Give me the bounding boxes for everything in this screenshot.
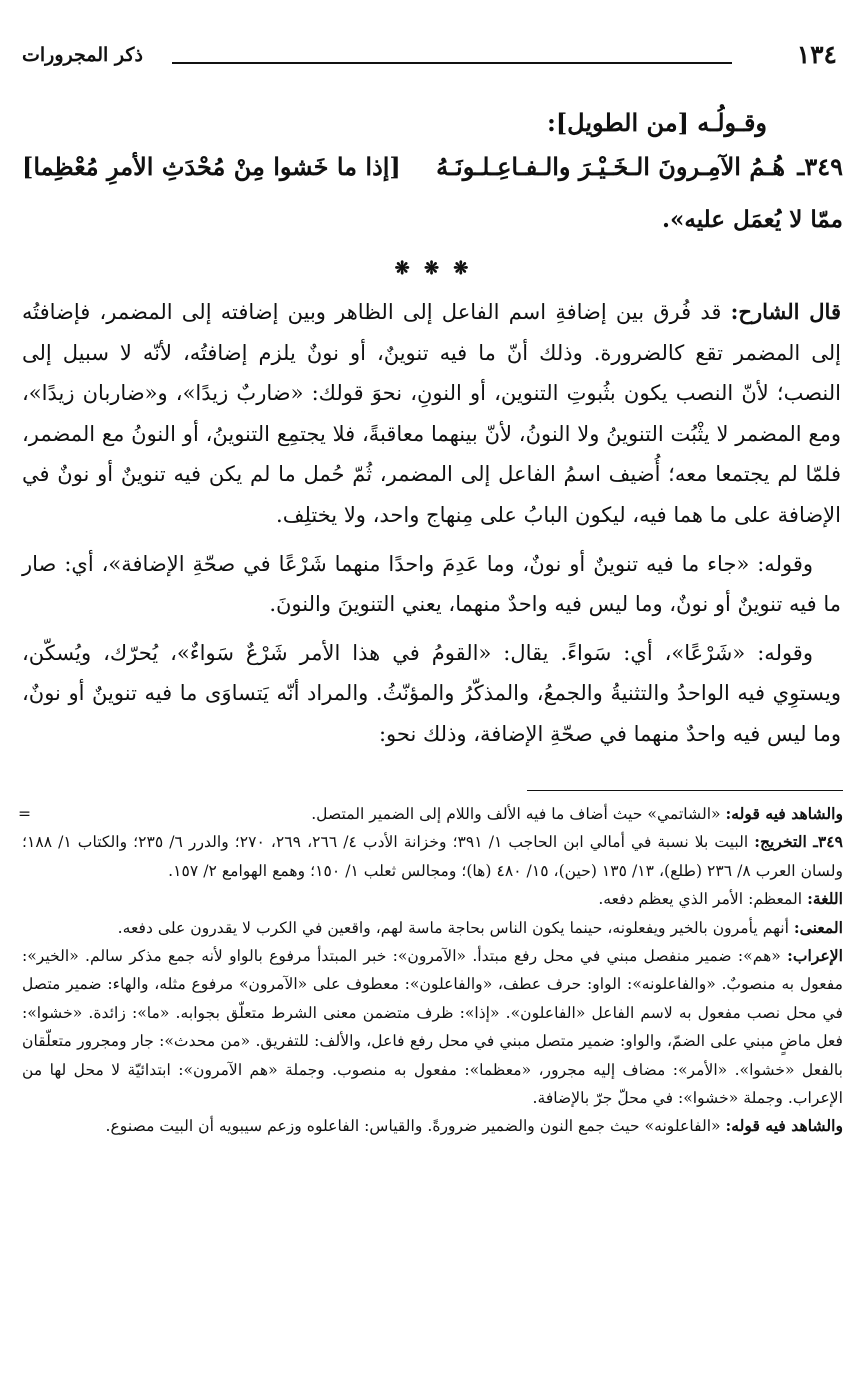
footnote-text: أنهم يأمرون بالخير ويفعلونه، حينما يكون الناس بحاجة ماسة لهم، واقعين في الكرب لا يقدرون على دفعه.: [117, 918, 794, 937]
section-divider-stars: ❋ ❋ ❋: [394, 258, 473, 279]
footnote-lugha: [22, 885, 843, 913]
footnote-lead: والشاهد فيه قوله:: [725, 804, 843, 823]
footnote-lead: اللغة:: [807, 889, 843, 909]
footnote-lead: والشاهد فيه قوله:: [725, 1116, 843, 1136]
footnote-text: «الشاتمي» حيث أضاف ما فيه الألف واللام إلى الضمير المتصل.: [311, 805, 726, 823]
header-rule: [172, 62, 732, 64]
continuation-mark: =: [18, 805, 32, 823]
verse-continuation: ممّا لا يُعمَل عليه».: [662, 206, 843, 233]
commentary-paragraph-3: وقوله: «شَرْعًا»، أي: سَواءً. يقال: «القومُ في هذا الأمر شَرْعٌ سَواءٌ»، يُحرّك، ويُسكّن، ويستوِي فيه الواحدُ والتثنيةُ والجمعُ، والمذكّرُ والمؤنّثُ. والمراد أنّه يَتساوَى ما فيه تنوينٌ أو نونٌ، وما ليس فيه واحدٌ منهما في صحّةِ الإضافة، وذلك نحو:: [22, 640, 841, 746]
running-header: [22, 38, 837, 72]
footnote-text: المعظم: الأمر الذي يعظم دفعه.: [598, 890, 808, 909]
footnote-text: «الفاعلونه» حيث جمع النون والضمير ضرورةً. والقياس: الفاعلوه وزعم سيبويه أن البيت مصنوع.: [105, 1117, 726, 1136]
commentary-text-1: قد فُرق بين إضافةِ اسم الفاعل إلى الظاهر وبين إضافته إلى المضمر، فإضافتُه إلى المضمر تقع كالضرورة. وذلك أنّ ما فيه تنوينٌ، أو نونٌ يلزم إضافتُه، لأنّه لا سبيل إلى النصب؛ لأنّ النصب يكون بثُبوتِ التنوين، أو النونِ، نحوَ قولك: «ضاربٌ زيدًا»، و«ضاربان زيدًا»، ومع المضمر لا يثْبُت التنوينُ ولا النونُ، لأنّ بينهما معاقبةً، فلا يجتمِع التنوينُ، أو النونُ مع المضمر، فلمّا لم يجتمعا معه؛ أُضيف اسمُ الفاعل إلى المضمر، ثُمّ حُمل ما لم يكن فيه تنوينٌ أو نونٌ في الإضافة على ما هما فيه، ليكون البابُ على مِنهاج واحد، ولا يختلِف.: [22, 300, 841, 527]
verse-line: [22, 152, 843, 192]
commentary-paragraph-2: وقوله: «جاء ما فيه تنوينٌ أو نونٌ، وما عَدِمَ واحدًا منهما شَرْعًا في صحّةِ الإضافة»، أي: صار ما فيه تنوينٌ أو نونٌ، وما ليس فيه واحدٌ منهما، يعني التنوينَ والنونَ.: [22, 551, 841, 617]
commentary-body: [22, 292, 841, 763]
verse-intro: وقـولُـه [من الطويل]:: [546, 108, 767, 137]
footnote-lead: ٣٤٩ـ التخريج:: [754, 832, 843, 852]
footnote-takhrij: [22, 828, 843, 885]
footnote-lead: المعنى:: [793, 917, 843, 937]
footnotes: [18, 800, 843, 1141]
footnote-rule: [527, 790, 843, 791]
footnote-text: البيت بلا نسبة في أمالي ابن الحاجب ١/ ٣٩١؛ وخزانة الأدب ٤/ ٢٦٦، ٢٦٩، ٢٧٠؛ والدرر ٦/ ٢٣٥؛ والكتاب ١/ ١٨٨؛ ولسان العرب ٨/ ٢٣٦ (طلع)، ١٣/ ١٣٥ (حين)، ١٥/ ٤٨٠ (ها)؛ ومجالس ثعلب ١/ ١٥٠؛ وهمع الهوامع ٢/ ١٥٧.: [22, 833, 843, 880]
running-title: ذكر المجرورات: [22, 44, 143, 66]
footnote-lead: الإعراب:: [787, 946, 843, 966]
footnote-maana: [22, 914, 843, 942]
verse-number: ٣٤٩ـ: [797, 152, 843, 181]
verse-second-hemistich: [إذا ما خَشوا مِنْ مُحْدَثِ الأمرِ مُعْظِما]: [22, 152, 401, 181]
page-number: ١٣٤: [796, 40, 837, 69]
footnote-irab: [22, 942, 843, 1112]
commentary-paragraph-1: [22, 292, 841, 536]
footnote-shahid: [22, 1112, 843, 1140]
commentary-lead: قال الشارح:: [730, 299, 841, 324]
footnote-continued: [18, 800, 843, 828]
verse-first-hemistich: هُـمُ الآمِـرونَ الـخَـيْـرَ والـفـاعِـلـونَـهُ: [436, 152, 785, 181]
footnote-text: «هم»: ضمير منفصل مبني في محل رفع مبتدأ. «الآمرون»: خبر المبتدأ مرفوع بالواو لأنه جمع مذكر سالم. «الخير»: مفعول به منصوبٌ. «والفاعلونه»: الواو: حرف عطف، «والفاعلون»: معطوف على «الآمرون» مرفوع مثله، والهاء: ضمير متصل في محل نصب مفعول به لاسم الفاعل «الفاعلون». «إذا»: ظرف متضمن معنى الشرط متعلّق بجوابه. «ما»: زائدة. «خشوا»: فعل ماضٍ مبني على الضمّ، والواو: ضمير متصل مبني في محل رفع فاعل، والألف: للتفريق. «من محدث»: جار ومجرور متعلّقان بالفعل «خشوا». «الأمر»: مضاف إليه مجرور، «معظما»: مفعول به منصوب. وجملة «هم الآمرون»: ابتدائيّة لا محل لها من الإعراب. وجملة «خشوا»: في محلّ جرّ بالإضافة.: [22, 947, 843, 1108]
